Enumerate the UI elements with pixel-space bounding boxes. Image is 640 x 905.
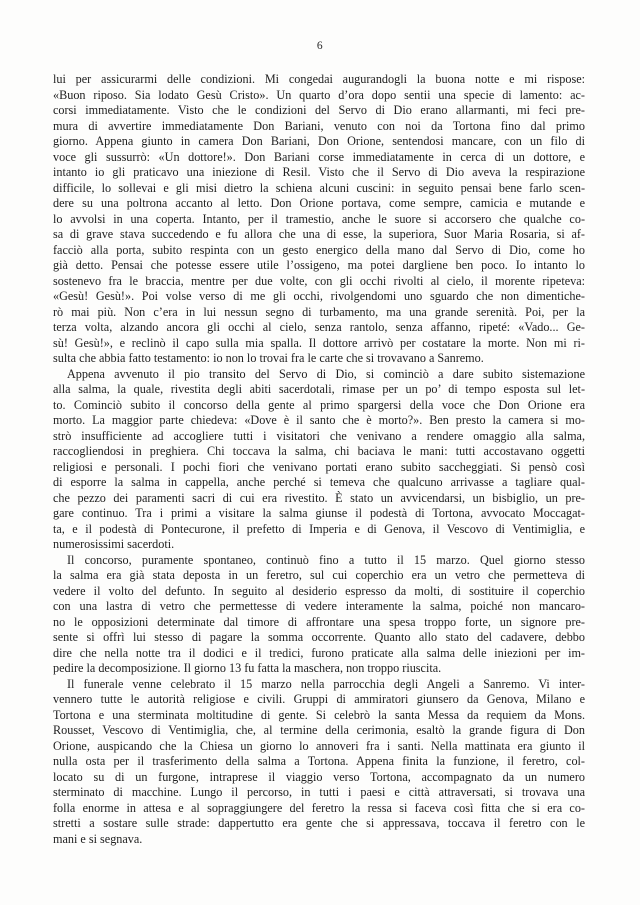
text-line: no le opposizioni determinate dal timore di affrontare una spesa troppo forte, un signore pre- xyxy=(53,614,585,629)
text-line: locato su di un furgone, intraprese il viaggio verso Tortona, accompagnato da un numero xyxy=(53,769,585,784)
text-line: difficile, lo sollevai e gli misi dietro la schiena alcuni cuscini: in seguito pensai bene farlo scen- xyxy=(53,180,585,195)
text-line: Tortona e una sterminata moltitudine di gente. Si celebrò la santa Messa da requiem da Mons. xyxy=(53,707,585,722)
text-line: «Gesù! Gesù!». Poi volse verso di me gli occhi, rivolgendomi uno sguardo che non dimentiche- xyxy=(53,289,585,303)
text-line: dire che nella notte tra il dodici e il tredici, furono praticate alla salma delle iniezioni per im- xyxy=(53,645,585,660)
paragraph xyxy=(53,677,585,848)
text-line: folla enorme in attesa e al sopraggiungere del feretro la ressa si faceva così fitta che si era co- xyxy=(53,800,585,815)
text-line: rò mai più. Non c’era in lui nessun segno di turbamento, ma una grande serenità. Poi, per la xyxy=(53,304,585,319)
page-text xyxy=(53,72,585,847)
paragraph xyxy=(53,367,585,553)
text-line: di esporre la salma in cappella, anche perché si temeva che qualcuno arrivasse a tagliare qual- xyxy=(53,475,585,489)
text-line: nulla osta per il trasferimento della salma a Tortona. Appena finita la funzione, il feretro, col- xyxy=(53,754,585,768)
text-line: Rousset, Vescovo di Ventimiglia, che, al termine della cerimonia, esaltò la grande figura di Don xyxy=(53,723,585,737)
text-line: lo avvolsi in una coperta. Intanto, per il tramestio, anche le suore si accorsero che qualche co- xyxy=(53,211,585,226)
text-line: Orione, auspicando che la Chiesa un giorno lo annoveri fra i santi. Nella mattinata era giunto il xyxy=(53,738,585,753)
text-line: «Buon riposo. Sia lodato Gesù Cristo». Un quarto d’ora dopo sentii una specie di lamento: ac- xyxy=(53,87,585,102)
text-line: corsi immediatamente. Visto che le condizioni del Servo di Dio erano allarmanti, mi feci pre- xyxy=(53,103,585,117)
text-line: sù! Gesù!», e reclinò il capo sulla mia spalla. Il dottore arrivò per costatare la morte. Non mi ri- xyxy=(53,335,585,350)
text-line: mani e si segnava. xyxy=(53,831,143,846)
text-line: to. Cominciò subito il concorso della gente al primo spargersi della voce che Don Orione era xyxy=(53,397,585,412)
paragraph xyxy=(53,553,585,677)
text-line: strò insufficiente ad accogliere tutti i visitatori che venivano a rendere omaggio alla salma, xyxy=(53,428,585,443)
text-line: ta, e il podestà di Pontecurone, il prefetto di Imperia e di Genova, il Vescovo di Ventimiglia, e xyxy=(53,521,585,536)
text-line: alla salma, la quale, rivestita degli abiti sacerdotali, rimase per un po’ di tempo esposta sul let- xyxy=(53,382,585,396)
text-line: vedere il volto del defunto. In seguito al desiderio espresso da molti, di sostituire il coperchio xyxy=(53,583,585,598)
text-line: con una lastra di vetro che permettesse di vedere interamente la salma, poiché non mancaro- xyxy=(53,599,585,613)
text-line: sostenevo fra le braccia, mentre per due volte, con gli occhi rivolti al cielo, il morente ripeteva: xyxy=(53,273,585,288)
page-number: 6 xyxy=(316,40,324,52)
text-line: numerosissimi sacerdoti. xyxy=(53,537,175,551)
text-line: Il funerale venne celebrato il 15 marzo nella parrocchia degli Angeli a Sanremo. Vi inter- xyxy=(67,676,585,691)
text-line: facciò alla porta, subito respinta con un gesto energico della mano dal Servo di Dio, come ho xyxy=(53,242,585,257)
text-line: religiosi e personali. I pochi fiori che venivano portati erano subito saccheggiati. Si pensò così xyxy=(53,459,585,474)
text-line: la salma era già stata deposta in un feretro, sul cui coperchio era un vetro che permetteva di xyxy=(53,568,585,582)
text-line: raccogliendosi in preghiera. Chi toccava la salma, chi baciava le mani: tutti accostavano oggetti xyxy=(53,444,585,458)
text-line: lui per assicurarmi delle condizioni. Mi congedai augurandogli la buona notte e mi rispose: xyxy=(53,72,585,86)
text-line: voce gli sussurrò: «Un dottore!». Don Bariani corse immediatamente in cerca di un dottore, e xyxy=(53,149,585,164)
text-line: intanto io gli praticavo una iniezione di Resil. Visto che il Servo di Dio aveva la respirazione xyxy=(53,165,585,179)
text-line: stretti a sostare sulle strade: dappertutto era gente che si appressava, toccava il feretro con le xyxy=(53,816,585,830)
text-line: sente si offrì lui stesso di pagare la somma occorrente. Quanto allo stato del cadavere, debbo xyxy=(53,630,585,644)
text-line: Appena avvenuto il pio transito del Servo di Dio, si cominciò a dare subito sistemazione xyxy=(67,366,585,381)
text-line: sterminato di macchine. Lungo il percorso, in tutti i paesi e città attraversati, si trovava una xyxy=(53,785,585,799)
text-line: sa di grave stava succedendo e fu allora che una di esse, la superiora, Suor Maria Rosaria, si af- xyxy=(53,227,585,241)
paragraph xyxy=(53,72,585,367)
text-line: sulta che abbia fatto testamento: io non lo trovai fra le carte che si trovavano a Sanremo. xyxy=(53,351,484,365)
text-line: pedire la decomposizione. Il giorno 13 fu fatta la maschera, non troppo riuscita. xyxy=(53,661,442,675)
text-line: gare continuo. Tra i primi a visitare la salma giunse il podestà di Tortona, avvocato Moccagat- xyxy=(53,506,585,520)
text-line: vennero tutte le autorità religiose e civili. Gruppi di ammiratori giunsero da Genova, Milano e xyxy=(53,692,585,706)
text-line: dere su una poltrona accanto al letto. Don Orione portava, come sempre, camicia e mutande e xyxy=(53,196,585,210)
text-line: mura di avvertire immediatamente Don Bariani, venuto con noi da Tortona fino dal primo xyxy=(53,118,585,133)
text-line: che pezzo dei paramenti sacri di cui era rivestito. È stato un avvicendarsi, un bisbiglio, un pre- xyxy=(53,490,585,505)
text-line: Il concorso, puramente spontaneo, continuò fino a tutto il 15 marzo. Quel giorno stesso xyxy=(67,552,585,567)
text-line: giorno. Appena giunto in camera Don Bariani, Don Orione, sentendosi mancare, con un filo di xyxy=(53,134,585,148)
text-line: terza volta, alzando ancora gli occhi al cielo, senza rantolo, senza affanno, ripeté: «Vado... Ge- xyxy=(53,320,585,334)
text-line: già detto. Pensai che potesse essere utile l’ossigeno, ma potei dargliene ben poco. Io intanto lo xyxy=(53,258,585,272)
text-line: morto. La maggior parte chiedeva: «Dove è il santo che è morto?». Ben presto la camera si mo- xyxy=(53,413,585,427)
